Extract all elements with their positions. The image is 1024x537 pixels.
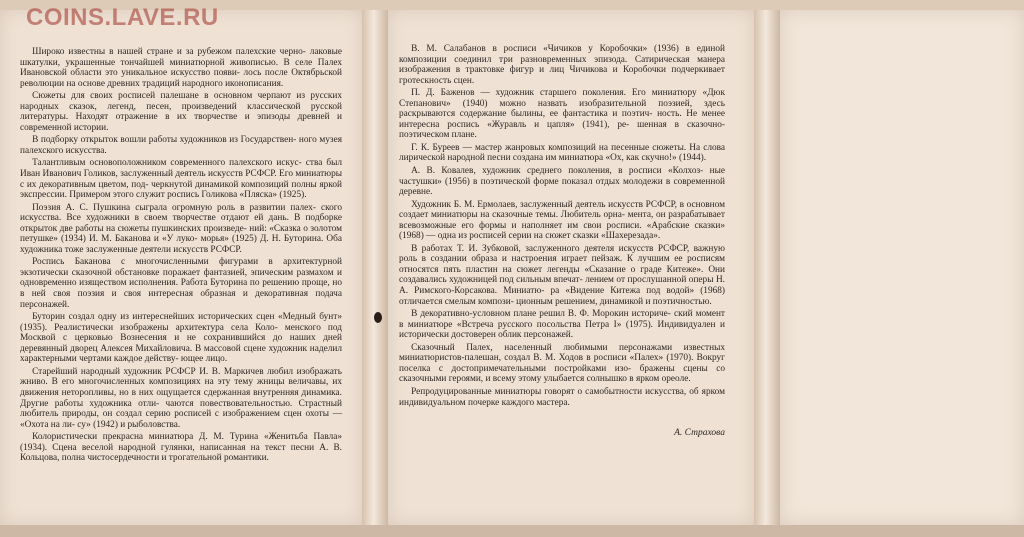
paragraph: Роспись Баканова с многочисленными фигурами в архитектурной экзотически сказочной обстановке поражает фантазией, эпическим размахом и одновременно изяществом исполнения. Работа Буторина по решению проще, но в ней своя поэзия и своя интересная образная и декоративная подача персонажей. bbox=[20, 257, 342, 310]
paragraph: Г. К. Буреев — мастер жанровых композиций на песенные сюжеты. На слова лирической народной песни создана им миниатюра «Ох, как скучно!» (1944). bbox=[399, 142, 725, 164]
fold-crease bbox=[362, 10, 388, 525]
punch-hole bbox=[374, 312, 382, 323]
right-page-blank bbox=[780, 10, 1024, 525]
paragraph: Сказочный Палех, населенный любимыми персонажами известных миниатюристов-палешан, создал В. М. Ходов в росписи «Палех» (1970). Вокруг поселка с достопримечательными постройками изо- бражены сцены со сказочными героями, и всему этому улыбается солнышко в ярком ореоле. bbox=[399, 342, 725, 385]
fold-crease bbox=[754, 10, 780, 525]
watermark: COINS.LAVE.RU bbox=[26, 4, 219, 31]
paragraph: В работах Т. И. Зубковой, заслуженного деятеля искусств РСФСР, важную роль в создании образа и настроения играет пейзаж. К лучшим ее росписям относятся пять пластин на сюжет легенды «Сказание о граде Китеже». Они создавались художницей под сильным впечат- лением от прослушанной оперы Н. А. Римского-Корсакова. Миниатю- ра «Видение Китежа под водой» (1968) отличается смелым компози- ционным решением, динамикой и поэтичностью. bbox=[399, 243, 725, 307]
paragraph: Широко известны в нашей стране и за рубежом палехские черно- лаковые шкатулки, украшенные тончайшей миниатюрной живописью. В селе Палех Ивановской области это уникальное искусство появи- лось после Октябрьской революции на основе древних традиций народного иконописания. bbox=[20, 47, 342, 89]
paragraph: А. В. Ковалев, художник среднего поколения, в росписи «Колхоз- ные частушки» (1956) в поэтической форме показал отдых молодежи в современной деревне. bbox=[399, 166, 725, 198]
paragraph: Поэзия А. С. Пушкина сыграла огромную роль в развитии палех- ского искусства. Все художники в своем творчестве отдают ей дань. В подборке открыток две работы на сюжеты пушкинских произведе- ний: «Сказка о золотом петушке» (1934) И. М. Баканова и «У луко- морья» (1925) Д. Н. Буторина. Оба художника тоже заслуженные деятели искусств РСФСР. bbox=[20, 202, 342, 255]
paragraph: Колористически прекрасна миниатюра Д. М. Турина «Женитьба Павла» (1934). Сцена веселой народной гулянки, написанная на текст песни А. В. Кольцова, полна чистосердечности и трогательной романтики. bbox=[20, 432, 342, 464]
paragraph: Репродуцированные миниатюры говорят о самобытности искусства, об ярком индивидуальном почерке каждого мастера. bbox=[399, 386, 725, 408]
paragraph: В. М. Салабанов в росписи «Чичиков у Коробочки» (1936) в единой композиции соединил три разновременных эпизода. Сатирическая манера изображения в трактовке фигур и лиц Чичикова и Коробочки подчеркивает гротескность сцен. bbox=[399, 44, 725, 86]
paragraph: Художник Б. М. Ермолаев, заслуженный деятель искусств РСФСР, в основном создает миниатюры на сказочные темы. Любитель орна- мента, он разрабатывает всевозможные его формы и наполняет им свои росписи. «Арабские сказки» (1968) — одна из росписей серии на сюжет сказки «Шахерезада». bbox=[399, 199, 725, 242]
left-text-column bbox=[20, 47, 342, 464]
paragraph: Сюжеты для своих росписей палешане в основном черпают из русских народных сказок, легенд, песен, произведений классической русской литературы. Находят отражение в их творчестве и эпизоды древней и современной истории. bbox=[20, 91, 342, 133]
paragraph: Талантливым основоположником современного палехского искус- ства был Иван Иванович Голиков, заслуженный деятель искусств РСФСР. Его миниатюры с их декоративным цветом, под- черкнутой динамикой композиций полны яркой экспрессии. Примером этого служит роспись Голикова «Пляска» (1925). bbox=[20, 158, 342, 201]
paragraph: В подборку открыток вошли работы художников из Государствен- ного музея палехского искусства. bbox=[20, 135, 342, 156]
middle-text-column bbox=[399, 44, 725, 408]
booklet-bottom-edge bbox=[0, 525, 1024, 537]
author-signature: А. Страхова bbox=[674, 428, 725, 438]
paragraph: Буторин создал одну из интереснейших исторических сцен «Медный бунт» (1935). Реалистически изображены архитектура села Коло- менского под Москвой с церковью Вознесения и не сохранившийся до наших дней деревянный дворец Алексея Михайловича. В массовой сцене художник наделил характерными чертами каждое действу- ющее лицо. bbox=[20, 312, 342, 365]
paragraph: П. Д. Баженов — художник старшего поколения. Его миниатюру «Дюк Степанович» (1940) можно назвать изобразительной поэзией, здесь раскрываются содержание былины, ее фантастика и поэтич- ность. Не менее интересна роспись «Журавль и цапля» (1941), ре- шенная в сказочно-поэтическом плане. bbox=[399, 88, 725, 141]
paragraph: В декоративно-условном плане решил В. Ф. Морокин историче- ский момент в миниатюре «Встреча русского посольства Петра I» (1975). Индивидуален и исторически достоверен облик персонажей. bbox=[399, 309, 725, 341]
paragraph: Старейший народный художник РСФСР И. В. Маркичев любил изображать жниво. В его многочисленных композициях на эту тему жницы величавы, их движения неторопливы, но в них ощущается сдержанная внутренняя динамика. Другие работы художника отли- чаются повествовательностью. Страстный любитель природы, он создал серию росписей с изображением сцен охоты — «Охота на ли- су» (1942) и рыболовства. bbox=[20, 366, 342, 430]
